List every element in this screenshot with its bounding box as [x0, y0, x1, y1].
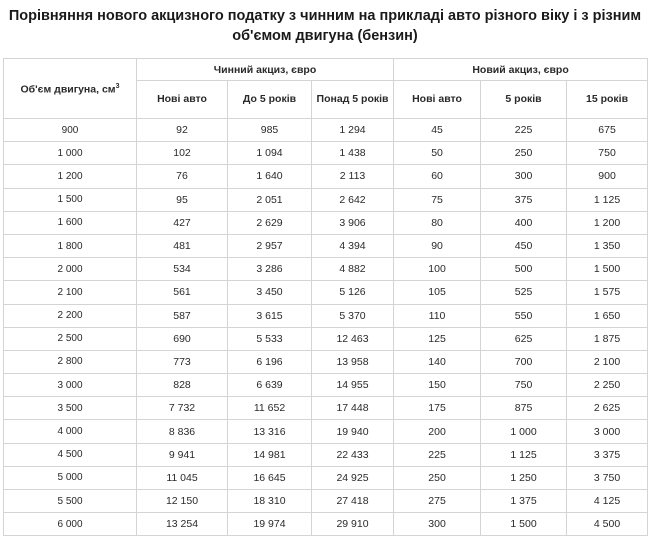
new-new-cars-cell: 125 — [394, 327, 481, 350]
new-15-years-cell: 1 350 — [567, 234, 648, 257]
new-15-years-cell: 2 100 — [567, 350, 648, 373]
new-new-cars-cell: 60 — [394, 165, 481, 188]
new-15-years-cell: 2 625 — [567, 397, 648, 420]
engine-volume-cell: 1 000 — [4, 142, 137, 165]
new-new-cars-cell: 105 — [394, 281, 481, 304]
current-up-to-5-years-cell: 6 639 — [228, 374, 312, 397]
engine-volume-cell: 1 500 — [4, 188, 137, 211]
new-excise-header: Новий акциз, євро — [394, 59, 648, 81]
new-15-years-header: 15 років — [567, 81, 648, 119]
new-5-years-cell: 450 — [481, 234, 567, 257]
table-row — [4, 466, 648, 489]
current-new-cars-cell: 92 — [137, 119, 228, 142]
current-new-cars-cell: 7 732 — [137, 397, 228, 420]
new-15-years-cell: 1 500 — [567, 258, 648, 281]
new-5-years-cell: 700 — [481, 350, 567, 373]
new-15-years-cell: 1 875 — [567, 327, 648, 350]
table-row — [4, 165, 648, 188]
new-5-years-cell: 500 — [481, 258, 567, 281]
new-new-cars-cell: 90 — [394, 234, 481, 257]
current-up-to-5-years-cell: 985 — [228, 119, 312, 142]
current-new-cars-cell: 828 — [137, 374, 228, 397]
current-over-5-years-cell: 13 958 — [312, 350, 394, 373]
current-over-5-years-cell: 3 906 — [312, 211, 394, 234]
engine-volume-cell: 2 000 — [4, 258, 137, 281]
new-new-cars-cell: 275 — [394, 490, 481, 513]
new-5-years-cell: 1 500 — [481, 513, 567, 536]
current-up-to-5-years-cell: 14 981 — [228, 443, 312, 466]
engine-volume-cell: 2 800 — [4, 350, 137, 373]
new-5-years-cell: 225 — [481, 119, 567, 142]
current-over-5-years-cell: 17 448 — [312, 397, 394, 420]
current-new-cars-cell: 11 045 — [137, 466, 228, 489]
table-title-line1: Порівняння нового акцизного податку з чинним на прикладі авто різного віку і з різним — [8, 8, 642, 24]
table-title — [0, 6, 650, 46]
table-title-line2: об'ємом двигуна (бензин) — [232, 28, 418, 44]
engine-volume-cell: 4 000 — [4, 420, 137, 443]
current-over-5-years-cell: 14 955 — [312, 374, 394, 397]
current-up-to-5-years-cell: 1 094 — [228, 142, 312, 165]
new-15-years-cell: 3 000 — [567, 420, 648, 443]
current-up-to-5-years-cell: 16 645 — [228, 466, 312, 489]
table-row — [4, 119, 648, 142]
new-new-cars-cell: 80 — [394, 211, 481, 234]
current-over-5-years-cell: 2 113 — [312, 165, 394, 188]
table-row — [4, 350, 648, 373]
table-row — [4, 188, 648, 211]
new-15-years-cell: 3 750 — [567, 466, 648, 489]
current-over-5-years-cell: 12 463 — [312, 327, 394, 350]
engine-volume-cell: 2 100 — [4, 281, 137, 304]
new-15-years-cell: 1 575 — [567, 281, 648, 304]
new-new-cars-cell: 200 — [394, 420, 481, 443]
new-15-years-cell: 1 200 — [567, 211, 648, 234]
new-5-years-cell: 300 — [481, 165, 567, 188]
table-row — [4, 397, 648, 420]
table-body — [4, 119, 648, 536]
engine-volume-cell: 2 500 — [4, 327, 137, 350]
current-up-to-5-years-cell: 2 957 — [228, 234, 312, 257]
current-up-to-5-years-cell: 3 450 — [228, 281, 312, 304]
table-row — [4, 211, 648, 234]
current-up-to-5-years-cell: 13 316 — [228, 420, 312, 443]
current-over-5-years-cell: 1 438 — [312, 142, 394, 165]
engine-volume-cell: 2 200 — [4, 304, 137, 327]
table-row — [4, 304, 648, 327]
new-15-years-cell: 3 375 — [567, 443, 648, 466]
new-5-years-cell: 1 250 — [481, 466, 567, 489]
new-5-years-cell: 250 — [481, 142, 567, 165]
current-up-to-5-years-cell: 2 051 — [228, 188, 312, 211]
current-new-cars-header: Нові авто — [137, 81, 228, 119]
current-new-cars-cell: 427 — [137, 211, 228, 234]
new-5-years-cell: 750 — [481, 374, 567, 397]
new-5-years-cell: 625 — [481, 327, 567, 350]
current-new-cars-cell: 481 — [137, 234, 228, 257]
current-new-cars-cell: 690 — [137, 327, 228, 350]
engine-volume-cell: 1 600 — [4, 211, 137, 234]
new-new-cars-cell: 100 — [394, 258, 481, 281]
engine-volume-cell: 1 200 — [4, 165, 137, 188]
new-new-cars-cell: 75 — [394, 188, 481, 211]
current-up-to-5-years-cell: 6 196 — [228, 350, 312, 373]
current-up-to-5-years-cell: 1 640 — [228, 165, 312, 188]
table-row — [4, 443, 648, 466]
table-row — [4, 258, 648, 281]
current-over-5-years-cell: 19 940 — [312, 420, 394, 443]
table-row — [4, 420, 648, 443]
new-5-years-cell: 1 375 — [481, 490, 567, 513]
new-5-years-header: 5 років — [481, 81, 567, 119]
current-new-cars-cell: 76 — [137, 165, 228, 188]
new-5-years-cell: 400 — [481, 211, 567, 234]
current-up-to-5-years-cell: 5 533 — [228, 327, 312, 350]
new-5-years-cell: 1 125 — [481, 443, 567, 466]
table-row — [4, 374, 648, 397]
new-new-cars-cell: 175 — [394, 397, 481, 420]
new-new-cars-cell: 110 — [394, 304, 481, 327]
new-5-years-cell: 875 — [481, 397, 567, 420]
new-new-cars-cell: 50 — [394, 142, 481, 165]
current-new-cars-cell: 561 — [137, 281, 228, 304]
engine-volume-cell: 1 800 — [4, 234, 137, 257]
new-new-cars-cell: 250 — [394, 466, 481, 489]
new-15-years-cell: 675 — [567, 119, 648, 142]
table-row — [4, 234, 648, 257]
current-over-5-years-cell: 22 433 — [312, 443, 394, 466]
new-5-years-cell: 375 — [481, 188, 567, 211]
current-over-5-years-cell: 4 882 — [312, 258, 394, 281]
new-15-years-cell: 900 — [567, 165, 648, 188]
current-new-cars-cell: 12 150 — [137, 490, 228, 513]
new-new-cars-cell: 45 — [394, 119, 481, 142]
current-over-5-years-cell: 4 394 — [312, 234, 394, 257]
current-up-to-5-years-cell: 18 310 — [228, 490, 312, 513]
current-up-to-5-years-cell: 19 974 — [228, 513, 312, 536]
current-excise-header: Чинний акциз, євро — [137, 59, 394, 81]
new-new-cars-header: Нові авто — [394, 81, 481, 119]
table-row — [4, 281, 648, 304]
new-new-cars-cell: 140 — [394, 350, 481, 373]
current-over-5-years-cell: 2 642 — [312, 188, 394, 211]
current-over-5-years-cell: 24 925 — [312, 466, 394, 489]
table-row — [4, 327, 648, 350]
engine-volume-cell: 900 — [4, 119, 137, 142]
new-new-cars-cell: 300 — [394, 513, 481, 536]
new-15-years-cell: 750 — [567, 142, 648, 165]
engine-volume-cell: 5 000 — [4, 466, 137, 489]
current-over-5-years-header: Понад 5 років — [312, 81, 394, 119]
current-new-cars-cell: 587 — [137, 304, 228, 327]
current-new-cars-cell: 534 — [137, 258, 228, 281]
current-new-cars-cell: 773 — [137, 350, 228, 373]
table-row — [4, 490, 648, 513]
current-over-5-years-cell: 29 910 — [312, 513, 394, 536]
current-up-to-5-years-cell: 11 652 — [228, 397, 312, 420]
excise-comparison-table — [3, 58, 648, 536]
current-over-5-years-cell: 27 418 — [312, 490, 394, 513]
current-up-to-5-years-cell: 3 615 — [228, 304, 312, 327]
current-new-cars-cell: 9 941 — [137, 443, 228, 466]
new-new-cars-cell: 150 — [394, 374, 481, 397]
table-row — [4, 142, 648, 165]
new-new-cars-cell: 225 — [394, 443, 481, 466]
new-15-years-cell: 4 125 — [567, 490, 648, 513]
current-over-5-years-cell: 1 294 — [312, 119, 394, 142]
new-15-years-cell: 1 650 — [567, 304, 648, 327]
current-new-cars-cell: 95 — [137, 188, 228, 211]
new-15-years-cell: 4 500 — [567, 513, 648, 536]
engine-volume-cell: 3 500 — [4, 397, 137, 420]
engine-volume-cell: 5 500 — [4, 490, 137, 513]
new-5-years-cell: 1 000 — [481, 420, 567, 443]
table-row — [4, 513, 648, 536]
engine-volume-header: Об'єм двигуна, $см^3$ — [4, 59, 137, 119]
engine-volume-cell: 3 000 — [4, 374, 137, 397]
new-5-years-cell: 525 — [481, 281, 567, 304]
new-15-years-cell: 2 250 — [567, 374, 648, 397]
current-up-to-5-years-cell: 2 629 — [228, 211, 312, 234]
current-new-cars-cell: 13 254 — [137, 513, 228, 536]
current-over-5-years-cell: 5 126 — [312, 281, 394, 304]
current-up-to-5-years-cell: 3 286 — [228, 258, 312, 281]
new-15-years-cell: 1 125 — [567, 188, 648, 211]
current-up-to-5-years-header: До 5 років — [228, 81, 312, 119]
current-new-cars-cell: 8 836 — [137, 420, 228, 443]
engine-volume-cell: 4 500 — [4, 443, 137, 466]
new-5-years-cell: 550 — [481, 304, 567, 327]
current-new-cars-cell: 102 — [137, 142, 228, 165]
current-over-5-years-cell: 5 370 — [312, 304, 394, 327]
engine-volume-cell: 6 000 — [4, 513, 137, 536]
